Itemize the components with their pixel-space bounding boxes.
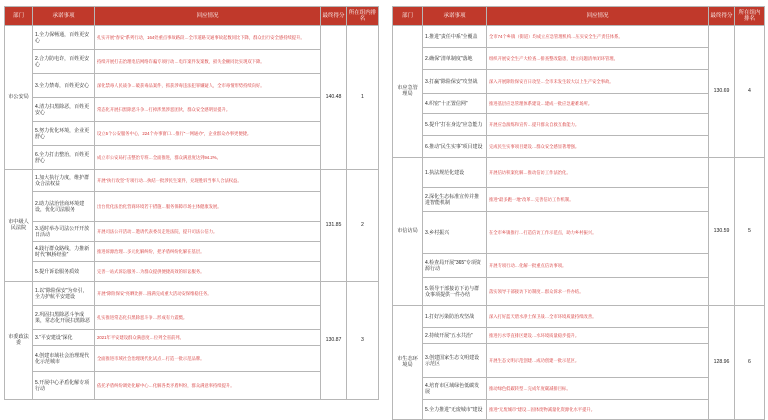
feedback-cell: 完成民生实事项目建设…群众安全感显著增强。 — [487, 136, 709, 158]
commitment-cell: 3.乡村振兴 — [423, 212, 487, 254]
score-cell: 128.96 — [709, 306, 735, 420]
table-row — [393, 306, 765, 328]
commitment-cell: 4.织密“十正置信网” — [423, 94, 487, 114]
commitment-cell: 1.加大执行力度，维护群众合法权益 — [33, 170, 95, 192]
header-item: 承诺事项 — [33, 7, 95, 26]
dept-cell: 市信访局 — [393, 158, 423, 306]
commitment-cell: 5.努力优化环境，企业更舒心 — [33, 122, 95, 146]
commitment-cell: 4.检查局开展“365”专项资源行动 — [423, 254, 487, 278]
rank-cell: 3 — [347, 282, 379, 400]
rank-cell: 5 — [735, 158, 765, 306]
feedback-cell: 开展生态文明示范创建…成功创建一批示范区。 — [487, 344, 709, 378]
right-table — [392, 6, 765, 420]
score-cell: 130.69 — [709, 26, 735, 158]
feedback-cell: 开展司法公开活动…邀请代表委员走进法院，提升司法公信力。 — [95, 222, 321, 242]
feedback-cell: 开展信访积案化解…推动信访工作法治化。 — [487, 158, 709, 188]
header-dept: 部门 — [5, 7, 33, 26]
header-rank: 所在组内排名 — [347, 7, 379, 26]
feedback-cell: 开展“除险保安”亮晒比拼…圆满完成重大活动安保维稳任务。 — [95, 282, 321, 306]
commitment-cell: 2.助力法治营商环境建设，优化司法服务 — [33, 192, 95, 222]
commitment-cell: 1.全力保畅通，百姓更安心 — [33, 26, 95, 50]
table-row — [393, 26, 765, 48]
feedback-cell: 完善一站式诉讼服务…为群众提供便捷高效的诉讼服务。 — [95, 262, 321, 282]
commitment-cell: 2.持续开展“五水共治” — [423, 328, 487, 344]
commitment-cell: 2.确保“清单制度”落地 — [423, 48, 487, 70]
commitment-cell: 2.巩固扫黑除恶斗争成果，常态化开展扫黑除恶 — [33, 306, 95, 330]
feedback-cell: 深入开展除险保安百日攻坚…全市未发生较大以上生产安全事故。 — [487, 70, 709, 94]
table-row — [393, 158, 765, 188]
score-cell: 140.48 — [321, 26, 347, 170]
table-row — [5, 170, 379, 192]
feedback-cell: 深入打好蓝天碧水净土保卫战…全市环境质量持续改善。 — [487, 306, 709, 328]
feedback-cell: 扎实开展“春安”系列行动，164处重点事故路段…全市道路交通事故起数同比下降，群众出行安全感持续提升。 — [95, 26, 321, 50]
dept-cell: 市委政法委 — [5, 282, 33, 400]
feedback-cell: 全市74个乡镇（街道）均成立应急管理机构…压实安全生产责任体系。 — [487, 26, 709, 48]
feedback-cell: 出台优化法治化营商环境若干措施…服务保障市场主体健康发展。 — [95, 192, 321, 222]
commitment-cell: 3.打赢“除险保安”攻坚战 — [423, 70, 487, 94]
feedback-cell: 开展“执行攻坚”专项行动…执结一批涉民生案件，兑现胜诉当事人合法权益。 — [95, 170, 321, 192]
score-cell: 131.85 — [321, 170, 347, 282]
dept-cell: 市公安局 — [5, 26, 33, 170]
commitment-cell: 4.清力扫黑除恶，百姓更安心 — [33, 98, 95, 122]
feedback-cell: 扎实推进常态化扫黑除恶斗争…形成有力震慑。 — [95, 306, 321, 330]
commitment-cell: 5.领导干部接访下访与群众事项提供一件办结 — [423, 278, 487, 306]
feedback-cell: 设立5个公安服务中心，224个办事窗口…推行“一网通办”，企业群众办事更便捷。 — [95, 122, 321, 146]
feedback-cell: 推进污水零直排区建设…水环境质量稳步提升。 — [487, 328, 709, 344]
feedback-cell: 依托矛盾纠纷调处化解中心…化解各类矛盾纠纷，群众满意率持续提升。 — [95, 372, 321, 400]
rank-cell: 2 — [347, 170, 379, 282]
right-header-row — [393, 7, 765, 26]
commitment-cell: 4.创建市域社会治理现代化示范城市 — [33, 346, 95, 372]
table-row — [5, 26, 379, 50]
feedback-cell: 推动绿色低碳转型…完成年度碳减排目标。 — [487, 378, 709, 400]
feedback-cell: 开展应急演练和宣传…提升群众自救互救能力。 — [487, 114, 709, 136]
score-cell: 130.59 — [709, 158, 735, 306]
feedback-cell: 常态化开展扫黑除恶斗争…打掉涉黑涉恶团伙，群众安全感明显提升。 — [95, 98, 321, 122]
header-feedback: 回应情况 — [95, 7, 321, 26]
commitment-cell: 5.提升诉讼服务质效 — [33, 262, 95, 282]
commitment-cell: 5.提升“打在身边”应急能力 — [423, 114, 487, 136]
dept-cell: 市生态环境局 — [393, 306, 423, 420]
commitment-cell: 6.全力打击整治，百姓更舒心 — [33, 146, 95, 170]
feedback-cell: 组织开展安全生产大检查…排查整改隐患，建立问题清单闭环管理。 — [487, 48, 709, 70]
feedback-cell: 推进基层应急管理体系建设…建成一批应急避难场所。 — [487, 94, 709, 114]
table-row — [5, 282, 379, 306]
feedback-cell: 落实领导干部接访下访制度…群众诉求一件办结。 — [487, 278, 709, 306]
feedback-cell: 深化禁毒人民战争…破获毒品案件，抓获涉毒违法犯罪嫌疑人，全市毒情形势持续向好。 — [95, 74, 321, 98]
feedback-cell: 持续开展打击治理电信网络诈骗专项行动…电诈案件发案数、损失金额同比实现双下降。 — [95, 50, 321, 74]
header-dept: 部门 — [393, 7, 423, 26]
score-cell: 130.87 — [321, 282, 347, 400]
header-rank: 所在组内排名 — [735, 7, 765, 26]
feedback-cell: 成立市公安局打击整治专班…全面推进，群众满意度达到94.2%。 — [95, 146, 321, 170]
feedback-cell: 开展专项行动…化解一批重点信访事项。 — [487, 254, 709, 278]
feedback-cell: 在全市乡镇推行…打造信访工作示范点，助力乡村振兴。 — [487, 212, 709, 254]
left-table — [4, 6, 379, 400]
rank-cell: 6 — [735, 306, 765, 420]
commitment-cell: 4.培育市区域绿色低碳发展 — [423, 378, 487, 400]
commitment-cell: 3.适时举办司法公开开放日活动 — [33, 222, 95, 242]
commitment-cell: 2.合力防电诈，百姓更安心 — [33, 50, 95, 74]
dept-cell: 市应急管理局 — [393, 26, 423, 158]
left-table-body — [5, 26, 379, 400]
left-header-row — [5, 7, 379, 26]
feedback-cell: 全面推进市域社会治理现代化试点…打造一批示范品牌。 — [95, 346, 321, 372]
header-score: 最终得分 — [321, 7, 347, 26]
header-item: 承诺事项 — [423, 7, 487, 26]
right-table-body — [393, 26, 765, 420]
commitment-cell: 4.践行群众路线，力推新时代“枫桥经验” — [33, 242, 95, 262]
commitment-cell: 2.深化生态标准宣传并推进智能机制 — [423, 188, 487, 212]
dept-cell: 市中级人民法院 — [5, 170, 33, 282]
header-feedback: 回应情况 — [487, 7, 709, 26]
commitment-cell: 5.开展中心矛盾化解专项行动 — [33, 372, 95, 400]
commitment-cell: 1.打好污染防治攻坚战 — [423, 306, 487, 328]
commitment-cell: 5.全力推进“无废城市”建设 — [423, 400, 487, 420]
commitment-cell: 1.执法规范化建设 — [423, 158, 487, 188]
feedback-cell: 推进“无废城市”建设…固体废物减量化资源化水平提升。 — [487, 400, 709, 420]
commitment-cell: 6.推动“民生实事”项目建设 — [423, 136, 487, 158]
feedback-cell: 推进诉源治理…多元化解纠纷，把矛盾纠纷化解在基层。 — [95, 242, 321, 262]
header-score: 最终得分 — [709, 7, 735, 26]
commitment-cell: 3.“平安建设”深化 — [33, 330, 95, 346]
feedback-cell: 推进“最多跑一地”改革…完善信访工作机制。 — [487, 188, 709, 212]
commitment-cell: 3.全力禁毒，百姓更安心 — [33, 74, 95, 98]
commitment-cell: 1.推进“责任中系”全覆盖 — [423, 26, 487, 48]
commitment-cell: 3.创建国家生态文明建设示范区 — [423, 344, 487, 378]
feedback-cell: 2021年平安建设群众满意度…位列全省前列。 — [95, 330, 321, 346]
rank-cell: 1 — [347, 26, 379, 170]
rank-cell: 4 — [735, 26, 765, 158]
commitment-cell: 1.以“除险保安”为牵引，全力护航平安建设 — [33, 282, 95, 306]
